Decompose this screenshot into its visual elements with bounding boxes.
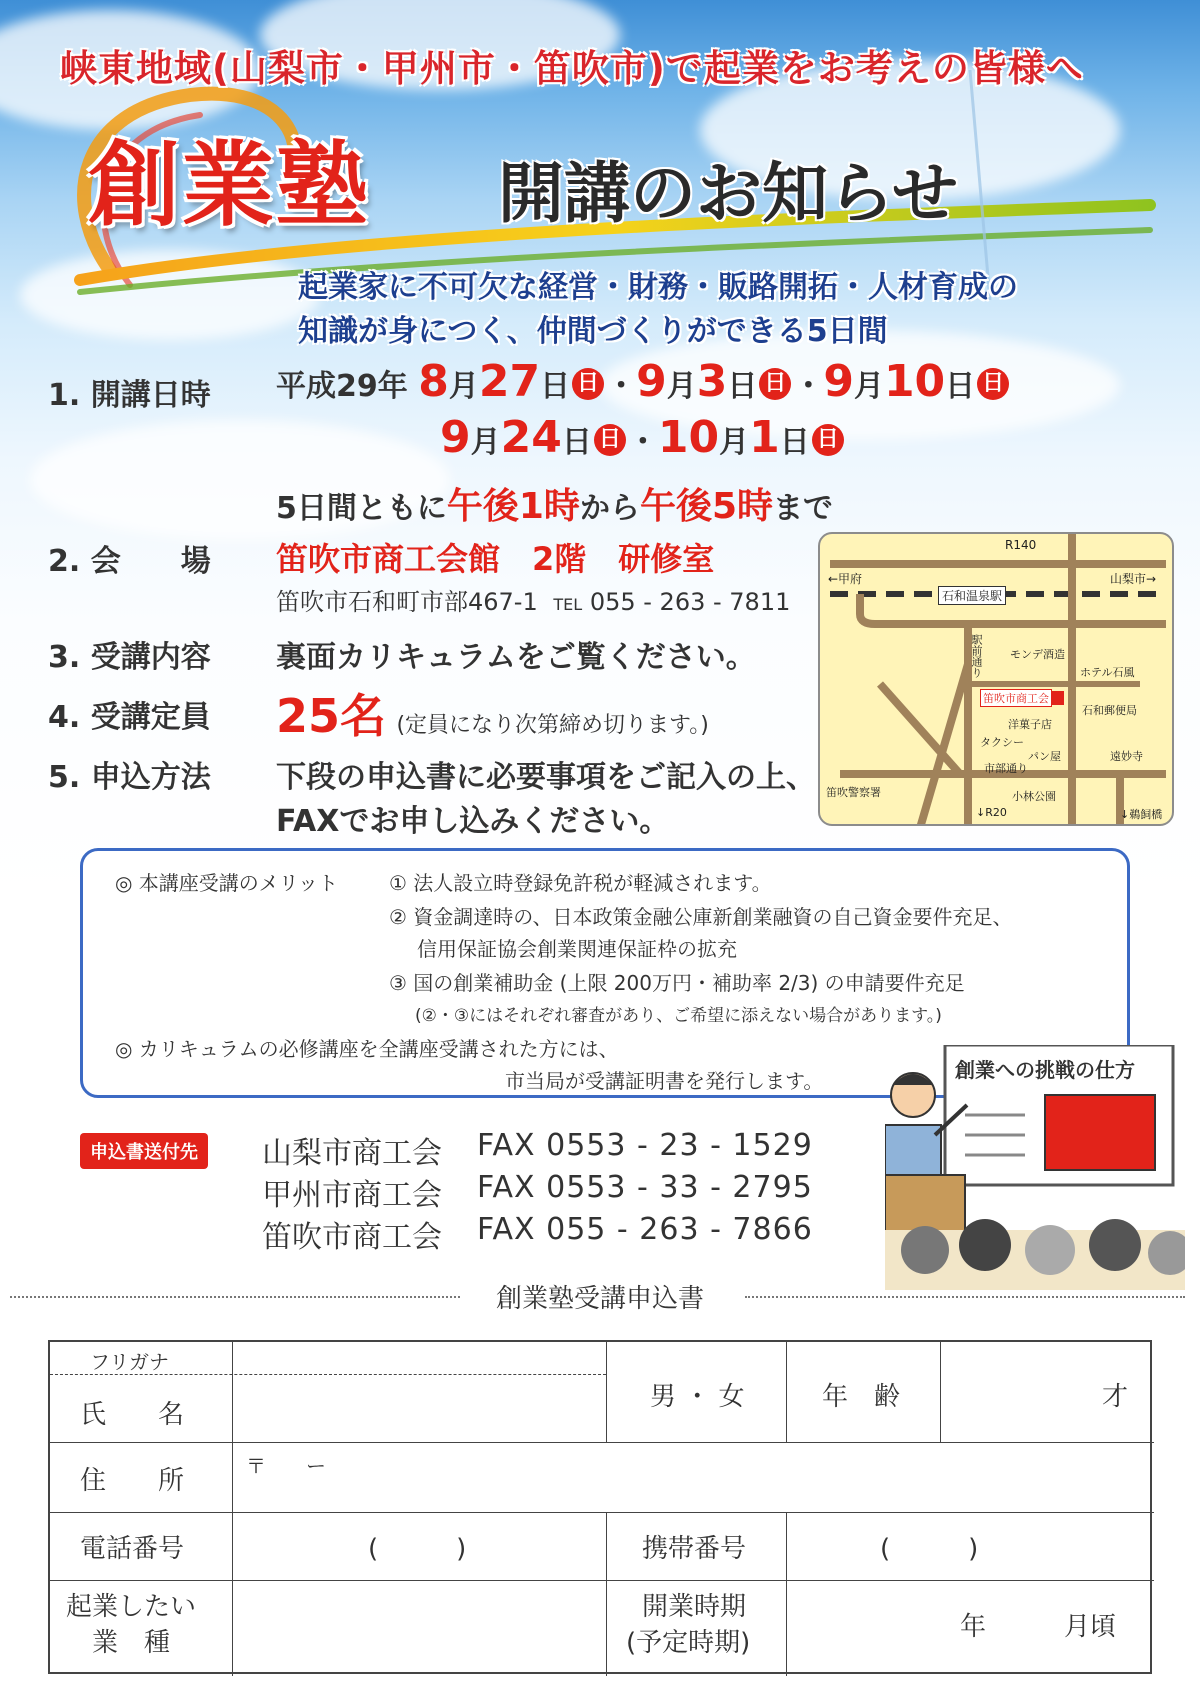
day: 1 [749, 412, 780, 463]
merit-2a: ② 資金調達時の、日本政策金融公庫新創業融資の自己資金要件充足、 [389, 905, 1013, 929]
name-label: 氏 名 [80, 1400, 185, 1430]
lecture-illustration [885, 1045, 1185, 1290]
phone-label: 電話番号 [80, 1534, 185, 1564]
open-time-label-1: 開業時期 [642, 1592, 747, 1622]
month: 8 [418, 356, 449, 407]
month: 9 [636, 356, 667, 407]
phone-field[interactable]: ( ) [368, 1534, 467, 1564]
form-divider [50, 1580, 1154, 1581]
month: 9 [823, 356, 854, 407]
method-line-2: FAXでお申し込みください。 [276, 804, 670, 839]
era: 平成29年 [276, 369, 408, 404]
map-venue: 笛吹市商工会 [980, 689, 1052, 707]
biz-type-label-1: 起業したい [66, 1592, 197, 1622]
venue-address-line [276, 582, 790, 617]
map-yamanashi: 山梨市→ [1110, 572, 1157, 586]
form-divider [50, 1512, 1154, 1513]
section-2-label: 2. 会 場 [48, 544, 211, 579]
content-text: 裏面カリキュラムをご覧ください。 [276, 640, 756, 675]
fax-row [262, 1212, 813, 1256]
map-station: 石和温泉駅 [938, 586, 1006, 605]
day: 24 [500, 412, 562, 463]
gender-select[interactable]: 男 ・ 女 [650, 1382, 745, 1412]
lead-line-1: 起業家に不可欠な経営・財務・販路開拓・人材育成の [298, 270, 1018, 305]
form-divider [786, 1512, 787, 1676]
day: 10 [883, 356, 946, 407]
address: 笛吹市石和町市部467-1 [276, 588, 538, 616]
map-temple: 遠妙寺 [1110, 750, 1143, 763]
time-mid: から [579, 491, 640, 526]
age-label: 年 齢 [822, 1382, 901, 1412]
section-3-label: 3. 受講内容 [48, 640, 211, 675]
merits-heading: ◎ 本講座受講のメリット [115, 871, 339, 895]
target-audience-line: 峡東地域(山梨市・甲州市・笛吹市)で起業をお考えの皆様へ [60, 47, 1084, 90]
month: 10 [657, 412, 720, 463]
map-r140: R140 [1005, 538, 1037, 552]
biz-type-label-2: 業 種 [92, 1628, 171, 1658]
method-line-1: 下段の申込書に必要事項をご記入の上、 [276, 760, 816, 795]
form-divider [786, 1342, 787, 1442]
day: 3 [696, 356, 728, 407]
tel-number: 055 - 263 - 7811 [589, 588, 791, 616]
sunday-badge: 日 [572, 368, 604, 400]
day: 27 [478, 356, 541, 407]
send-to-badge: 申込書送付先 [80, 1133, 208, 1169]
mobile-label: 携帯番号 [642, 1534, 747, 1564]
merits-note: (②・③にはそれぞれ審査があり、ご希望に添えない場合があります。) [415, 1006, 942, 1026]
map-bakery: パン屋 [1028, 750, 1061, 763]
capacity-line [276, 680, 709, 746]
tel-label: TEL [553, 595, 583, 614]
map-park: 小林公園 [1012, 790, 1056, 803]
map-hotel: ホテル石風 [1080, 666, 1135, 679]
postal-mark: 〒 ー [246, 1454, 326, 1478]
month: 9 [440, 412, 471, 463]
year-month-field[interactable]: 年 月頃 [960, 1612, 1117, 1642]
board-title: 創業への挑戦の仕方 [955, 1058, 1135, 1082]
furigana-label: フリガナ [90, 1350, 169, 1374]
capacity-note: (定員になり次第締め切ります。) [396, 713, 709, 738]
time-suffix: まで [773, 491, 833, 526]
sunday-badge: 日 [812, 424, 844, 456]
section-1-label: 1. 開講日時 [48, 378, 211, 413]
map-bridge: ↓鵜飼橋 [1120, 808, 1163, 821]
fax-number: FAX 0553 - 23 - 1529 [477, 1128, 813, 1163]
title-sub: 開講のお知らせ [498, 155, 959, 232]
map-kofu: ←甲府 [828, 572, 863, 586]
form-divider [606, 1512, 607, 1676]
sunday-badge: 日 [759, 368, 791, 400]
day-suffix: 日 [561, 425, 592, 460]
fax-org: 笛吹市商工会 [262, 1220, 442, 1255]
section-5-label: 5. 申込方法 [48, 760, 211, 795]
form-divider [50, 1442, 1154, 1443]
dates-row-1 [276, 356, 1011, 407]
separator: ・ [627, 425, 658, 460]
day-suffix: 日 [945, 369, 976, 404]
map-monde: モンデ酒造 [1010, 648, 1065, 661]
map-taxi: タクシー [980, 736, 1024, 749]
time-line [276, 478, 833, 529]
fax-row [262, 1128, 813, 1172]
merit-1: ① 法人設立時登録免許税が軽減されます。 [389, 871, 772, 895]
address-label: 住 所 [80, 1466, 185, 1496]
month-suffix: 月 [719, 425, 750, 460]
day-suffix: 日 [727, 369, 758, 404]
form-divider [232, 1342, 233, 1676]
form-title: 創業塾受講申込書 [495, 1284, 704, 1314]
month-suffix: 月 [853, 369, 884, 404]
fax-number: FAX 055 - 263 - 7866 [477, 1212, 813, 1247]
time-prefix: 5日間ともに [276, 491, 447, 526]
mobile-field[interactable]: ( ) [880, 1534, 979, 1564]
open-time-label-2: (予定時期) [626, 1628, 751, 1658]
month-suffix: 月 [666, 369, 697, 404]
form-divider [606, 1342, 607, 1442]
day-suffix: 日 [540, 369, 571, 404]
map-yogashi: 洋菓子店 [1008, 718, 1052, 731]
map-ekimae: 駅前通り [970, 634, 983, 678]
cert-line-2: 市当局が受講証明書を発行します。 [505, 1069, 824, 1093]
map-police: 笛吹警察署 [826, 786, 881, 799]
map-ichibe: 市部通り [984, 762, 1028, 775]
time-from: 午後1時 [446, 486, 580, 527]
month-suffix: 月 [470, 425, 501, 460]
application-form [48, 1340, 1152, 1674]
capacity: 25名 [276, 689, 387, 743]
sunday-badge: 日 [977, 368, 1009, 400]
sunday-badge: 日 [594, 424, 626, 456]
section-4-label: 4. 受講定員 [48, 700, 211, 735]
time-to: 午後5時 [639, 486, 773, 527]
dates-row-2 [440, 412, 846, 463]
month-suffix: 月 [448, 369, 479, 404]
cert-line-1: ◎ カリキュラムの必修講座を全講座受講された方には、 [115, 1037, 619, 1061]
day-suffix: 日 [779, 425, 810, 460]
form-divider [940, 1342, 941, 1442]
title-main: 創業塾 [88, 132, 371, 239]
fax-org: 山梨市商工会 [262, 1136, 442, 1171]
map-post: 石和郵便局 [1082, 704, 1137, 717]
map-r20: ↓R20 [976, 806, 1007, 819]
lead-line-2: 知識が身につく、仲間づくりができる5日間 [298, 314, 888, 349]
merit-3: ③ 国の創業補助金 (上限 200万円・補助率 2/3) の申請要件充足 [389, 971, 965, 995]
fax-row [262, 1170, 813, 1214]
access-map [818, 532, 1174, 826]
fax-number: FAX 0553 - 33 - 2795 [477, 1170, 813, 1205]
separator: ・ [606, 369, 637, 404]
fax-org: 甲州市商工会 [262, 1178, 442, 1213]
venue: 笛吹市商工会館 2階 研修室 [276, 540, 715, 578]
merit-2b: 信用保証協会創業関連保証枠の拡充 [417, 937, 737, 961]
separator: ・ [793, 369, 824, 404]
age-unit: 才 [1102, 1382, 1129, 1412]
